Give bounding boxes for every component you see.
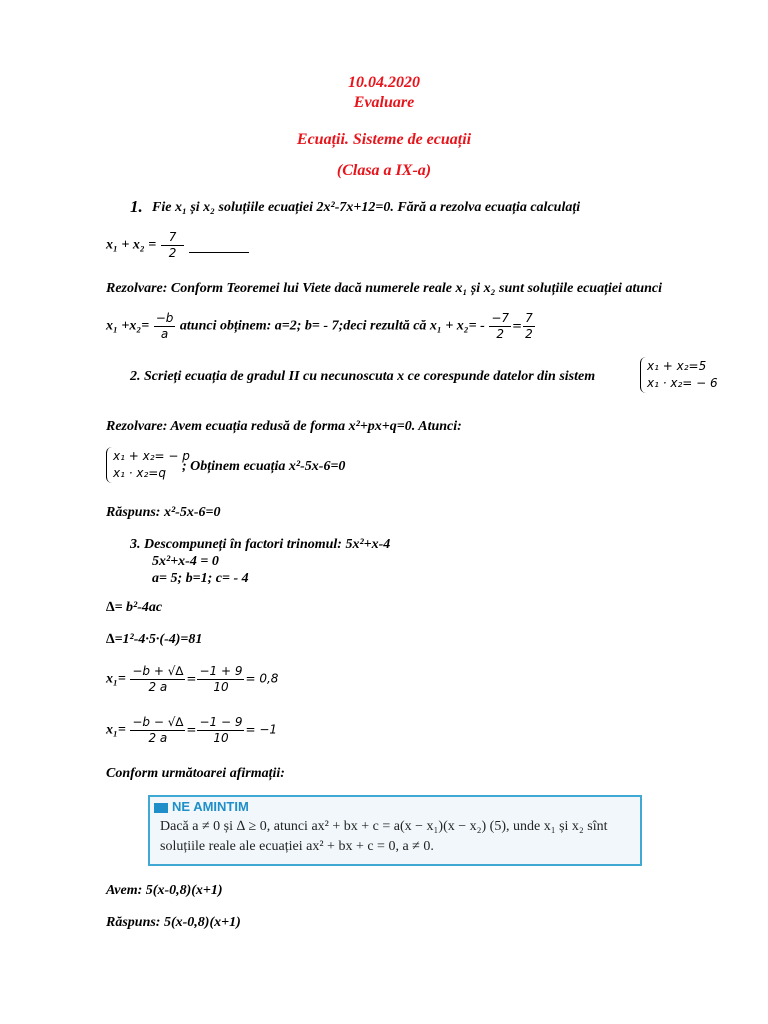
discriminant-formula: ∆= b²-4ac	[106, 600, 163, 615]
reminder-title: NE AMINTIM	[154, 799, 249, 814]
class-label: (Clasa a IX-a)	[336, 162, 432, 179]
result-fraction-2	[523, 311, 535, 342]
root-2-formula-numerator: −b − √∆	[132, 715, 184, 729]
exercise-1-statement: Fie x₁ și x₂ soluțiile ecuației 2x²-7x+12=0. Fără a rezolva ecuația calculați	[152, 200, 581, 215]
viete-fraction	[154, 311, 176, 342]
root-1-formula-numerator: −b + √∆	[132, 664, 184, 678]
viete-numerator: −b	[155, 311, 174, 325]
exercise-2-solution: Rezolvare: Avem ecuația redusă de forma x²+px+q=0. Atunci:	[106, 419, 462, 434]
exercise-2-statement: 2. Scrieți ecuația de gradul II cu necunoscuta x ce corespunde datelor din sistem	[130, 369, 596, 384]
root-2-line	[106, 715, 277, 746]
exercise-2-system	[640, 357, 722, 393]
root-2-formula-fraction	[130, 715, 185, 746]
derived-equation-2: x₁ · x₂=q	[113, 466, 166, 480]
system-equation-2: x₁ · x₂= − 6	[647, 376, 718, 390]
root-1-lhs: x₁=	[106, 671, 126, 687]
date: 10.04.2020	[348, 74, 420, 91]
root-1-equals: =	[186, 671, 197, 686]
root-1-result: = 0,8	[245, 671, 279, 686]
root-1-value-numerator: −1 + 9	[199, 664, 243, 678]
exercise-3-equation: 5x²+x-4 = 0	[152, 554, 219, 569]
viete-denominator: a	[160, 327, 169, 341]
reminder-line-1: Dacă a ≠ 0 și ∆ ≥ 0, atunci ax² + bx + c = a(x − x₁)(x − x₂) (5), unde x₁ și x₂ sînt	[160, 819, 608, 834]
exercise-2-derived-system	[106, 447, 194, 483]
answer-numerator: 7	[161, 230, 185, 246]
factored-form: Avem: 5(x-0,8)(x+1)	[106, 883, 223, 898]
root-2-lhs: x₁=	[106, 722, 126, 738]
root-1-formula-fraction	[130, 664, 185, 695]
result-numerator-2: 7	[525, 311, 533, 325]
result-numerator-1: −7	[491, 311, 510, 325]
document-type: Evaluare	[353, 94, 415, 111]
document-title: Ecuații. Sisteme de ecuații	[296, 131, 472, 148]
result-equals: =	[512, 318, 523, 333]
root-1-value-denominator: 10	[213, 680, 229, 694]
result-denominator-2: 2	[525, 327, 533, 341]
root-2-equals: =	[186, 722, 197, 737]
exercise-2-obtained-equation: ; Obținem ecuația x²-5x-6=0	[182, 459, 346, 474]
root-1-line	[106, 664, 278, 695]
discriminant-value: ∆=1²-4·5·(-4)=81	[106, 632, 203, 647]
derived-equation-1: x₁ + x₂= − p	[113, 449, 190, 463]
exercise-1-solution: Rezolvare: Conform Teoremei lui Viete dacă numerele reale x₁ și x₂ sunt soluțiile ecuației atunci	[106, 281, 663, 296]
according-label: Conform următoarei afirmații:	[106, 766, 285, 781]
exercise-3-statement: 3. Descompuneți în factori trinomul: 5x²+x-4	[130, 537, 391, 552]
exercise-2-answer: Răspuns: x²-5x-6=0	[106, 505, 221, 520]
sum-lhs: x₁ +x₂=	[106, 318, 150, 334]
exercise-1-answer	[106, 230, 249, 261]
root-1-value-fraction	[197, 664, 244, 695]
root-2-value-fraction	[197, 715, 244, 746]
reminder-box	[148, 795, 642, 866]
root-2-value-denominator: 10	[213, 731, 229, 745]
reminder-line-2: soluțiile reale ale ecuației ax² + bx + c = 0, a ≠ 0.	[160, 839, 434, 854]
root-2-value-numerator: −1 − 9	[199, 715, 243, 729]
root-2-result: = −1	[245, 722, 278, 737]
root-1-formula-denominator: 2 a	[148, 680, 168, 694]
viete-text: atunci obținem: a=2; b= - 7;deci rezultă că x₁ + x₂= -	[179, 318, 485, 334]
exercise-3-answer: Răspuns: 5(x-0,8)(x+1)	[106, 915, 241, 930]
result-denominator-1: 2	[496, 327, 504, 341]
answer-prefix: x₁ + x₂ =	[106, 237, 157, 253]
system-equation-1: x₁ + x₂=5	[647, 359, 707, 373]
exercise-1-number: 1.	[130, 197, 143, 216]
answer-denominator: 2	[168, 246, 177, 260]
result-fraction-1	[489, 311, 511, 342]
viete-formula-line	[106, 311, 536, 342]
answer-fraction	[161, 230, 185, 261]
exercise-3-coefficients: a= 5; b=1; c= - 4	[152, 571, 249, 586]
root-2-formula-denominator: 2 a	[148, 731, 168, 745]
